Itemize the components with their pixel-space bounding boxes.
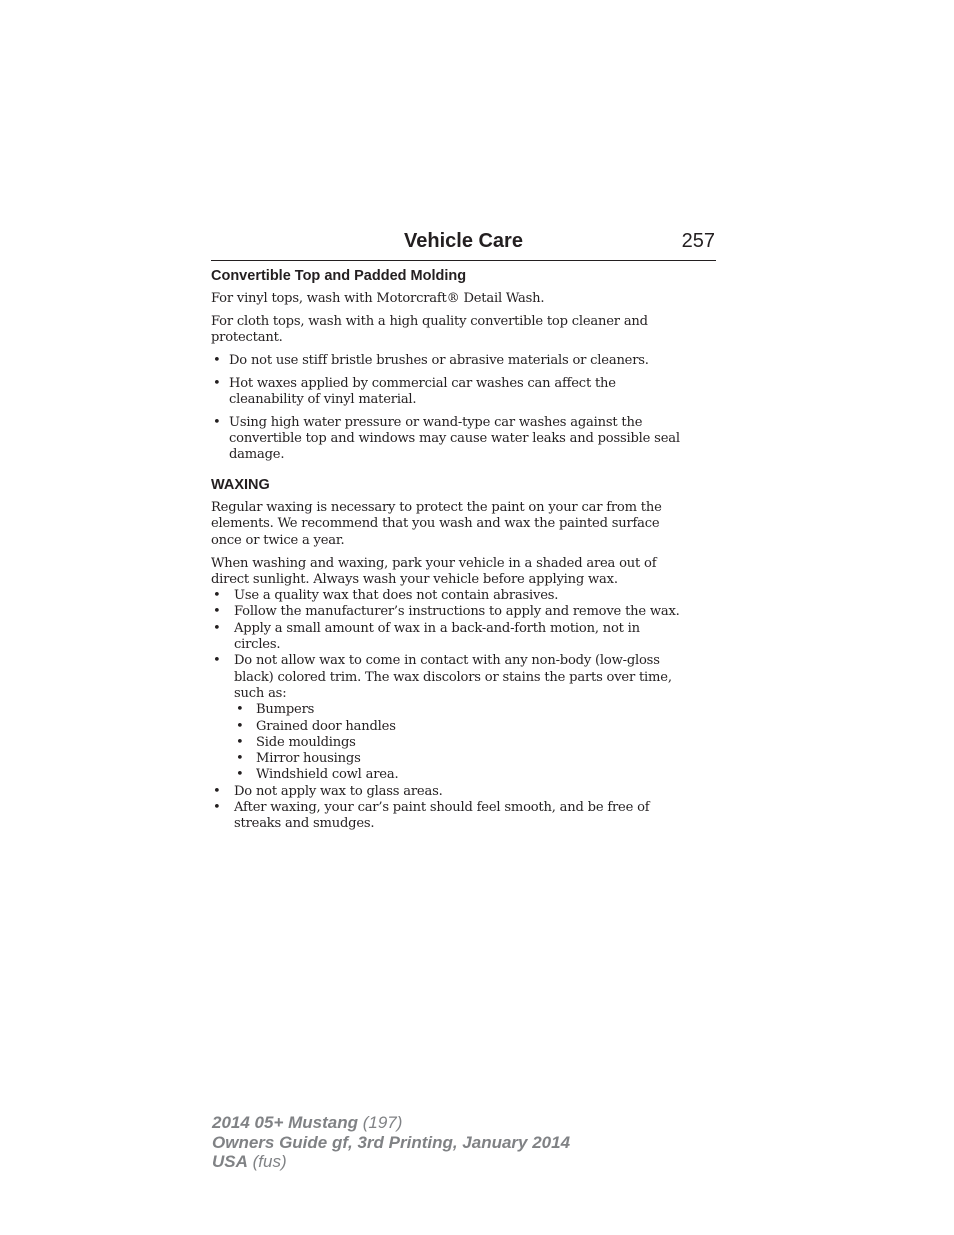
footer-edition-line: Owners Guide gf, 3rd Printing, January 2014 xyxy=(212,1132,571,1152)
page-footer xyxy=(212,1113,570,1172)
list-item: • Using high water pressure or wand-type car washes against the convertible top and windows may cause water leaks and possible seal damage. xyxy=(211,415,716,464)
sub-list-item: • Windshield cowl area. xyxy=(234,767,716,783)
trim-parts-sub-list xyxy=(234,702,716,783)
footer-model-line: 2014 05+ Mustang (197) xyxy=(212,1113,403,1132)
list-item: • Use a quality wax that does not contain abrasives. xyxy=(211,588,716,604)
sub-list-item: • Side mouldings xyxy=(234,735,716,751)
waxing-paragraph-shade: When washing and waxing, park your vehicle in a shaded area out of direct sunlight. Always wash your vehicle before applying wax. xyxy=(211,555,657,587)
convertible-bullet-list xyxy=(211,353,716,464)
list-item: • Hot waxes applied by commercial car washes can affect the cleanability of vinyl material. xyxy=(211,376,716,409)
convertible-paragraph-vinyl: For vinyl tops, wash with Motorcraft® Detail Wash. xyxy=(211,291,545,306)
list-item: • Apply a small amount of wax in a back-and-forth motion, not in circles. xyxy=(211,621,716,654)
list-item: • After waxing, your car’s paint should feel smooth, and be free of streaks and smudges. xyxy=(211,800,716,833)
sub-list-item: • Mirror housings xyxy=(234,751,716,767)
section-title: Vehicle Care xyxy=(404,230,523,252)
list-item: • Do not use stiff bristle brushes or abrasive materials or cleaners. xyxy=(211,353,716,369)
sub-list-item: • Bumpers xyxy=(234,702,716,718)
waxing-bullet-list xyxy=(211,588,716,832)
convertible-paragraph-cloth: For cloth tops, wash with a high quality convertible top cleaner and protectant. xyxy=(211,313,648,346)
footer-market-line: USA (fus) xyxy=(212,1152,287,1171)
waxing-paragraph-regular: Regular waxing is necessary to protect the paint on your car from the elements. We recommend that you wash and wax the painted surface once or twice a year. xyxy=(211,500,662,548)
convertible-heading: Convertible Top and Padded Molding xyxy=(211,268,467,284)
list-item: • Do not apply wax to glass areas. xyxy=(211,784,716,800)
list-item: • Follow the manufacturer’s instructions to apply and remove the wax. xyxy=(211,604,716,620)
sub-list-item: • Grained door handles xyxy=(234,719,716,735)
list-item: • Do not allow wax to come in contact with any non-body (low-gloss black) colored trim. The wax discolors or stains the parts over time, such as: • Bumpers • Grained door handles • Side mouldings • Mirror housings • Windshield cowl area. xyxy=(211,653,716,783)
waxing-heading: WAXING xyxy=(211,477,270,494)
page-number: 257 xyxy=(681,230,715,252)
page-body xyxy=(211,267,716,833)
page-header xyxy=(211,228,716,261)
